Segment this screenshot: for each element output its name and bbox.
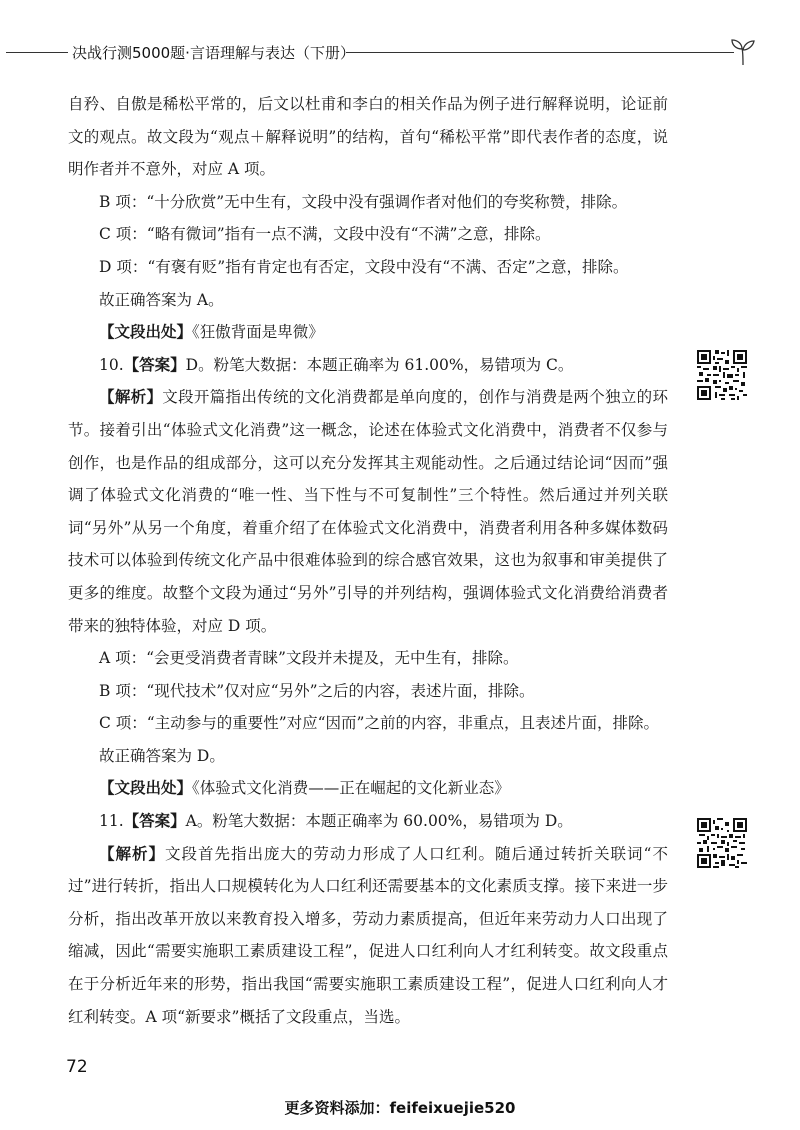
page-body [68,88,668,1033]
source-paragraph: 【文段出处】《狂傲背面是卑微》 [99,323,324,342]
header-title: 决战行测5000题·言语理解与表达（下册） [72,44,355,62]
source-paragraph: 【文段出处】《体验式文化消费——正在崛起的文化新业态》 [99,779,510,798]
paragraph: B 项：“现代技术”仅对应“另外”之后的内容，表述片面，排除。 [99,681,535,700]
answer-tag: 【答案】 [123,812,186,831]
page-number: 72 [66,1057,88,1077]
paragraph: C 项：“略有微词”指有一点不满，文段中没有“不满”之意，排除。 [99,225,551,244]
answer-paragraph: 11.【答案】A。粉笔大数据：本题正确率为 60.00%，易错项为 D。 [99,812,573,831]
paragraph: D 项：“有褒有贬”指有肯定也有否定，文段中没有“不满、否定”之意，排除。 [99,257,629,276]
running-header [0,38,800,68]
paragraph: C 项：“主动参与的重要性”对应“因而”之前的内容，非重点，且表述片面，排除。 [99,714,659,733]
paragraph: 故正确答案为 D。 [99,746,225,765]
paragraph: 自矜、自傲是稀松平常的，后文以杜甫和李白的相关作品为例子进行解释说明，论证前文的观点。故文段为“观点＋解释说明”的结构，首句“稀松平常”即代表作者的态度，说明作者并不意外，对应 A 项。 [68,95,668,179]
analysis-tag: 【解析】 [99,388,163,407]
sprout-leaf-icon [730,38,756,70]
source-tag: 【文段出处】 [99,323,193,342]
header-rule-right [346,52,734,53]
qr-code-icon[interactable] [697,350,747,400]
analysis-paragraph: 【解析】文段首先指出庞大的劳动力形成了人口红利。随后通过转折关联词“不过”进行转折，指出人口规模转化为人口红利还需要基本的文化素质支撑。接下来进一步分析，指出改革开放以来教育投入增多，劳动力素质提高，但近年来劳动力人口出现了缩减，因此“需要实施职工素质建设工程”，促进人口红利向人才红利转变。故文段重点在于分析近年来的形势，指出我国“需要实施职工素质建设工程”，促进人口红利向人才红利转变。A 项“新要求”概括了文段重点，当选。 [68,844,668,1026]
answer-paragraph: 10.【答案】D。粉笔大数据：本题正确率为 61.00%，易错项为 C。 [99,355,574,374]
analysis-tag: 【解析】 [99,844,166,863]
footer-note: 更多资料添加：feifeixuejie520 [284,1099,516,1117]
paragraph: B 项：“十分欣赏”无中生有，文段中没有强调作者对他们的夸奖称赞，排除。 [99,192,628,211]
header-rule-left [6,52,68,53]
qr-code-icon[interactable] [697,818,747,868]
analysis-paragraph: 【解析】文段开篇指出传统的文化消费都是单向度的，创作与消费是两个独立的环节。接着引出“体验式文化消费”这一概念，论述在体验式文化消费中，消费者不仅参与创作，也是作品的组成部分，这可以充分发挥其主观能动性。之后通过结论词“因而”强调了体验式文化消费的“唯一性、当下性与不可复制性”三个特性。然后通过并列关联词“另外”从另一个角度，着重介绍了在体验式文化消费中，消费者利用各种多媒体数码技术可以体验到传统文化产品中很难体验到的综合感官效果，这也为叙事和审美提供了更多的维度。故整个文段为通过“另外”引导的并列结构，强调体验式文化消费给消费者带来的独特体验，对应 D 项。 [68,388,668,635]
answer-tag: 【答案】 [123,355,186,374]
source-tag: 【文段出处】 [99,779,193,798]
paragraph: A 项：“会更受消费者青睐”文段并未提及，无中生有，排除。 [99,649,519,668]
paragraph: 故正确答案为 A。 [99,290,224,309]
